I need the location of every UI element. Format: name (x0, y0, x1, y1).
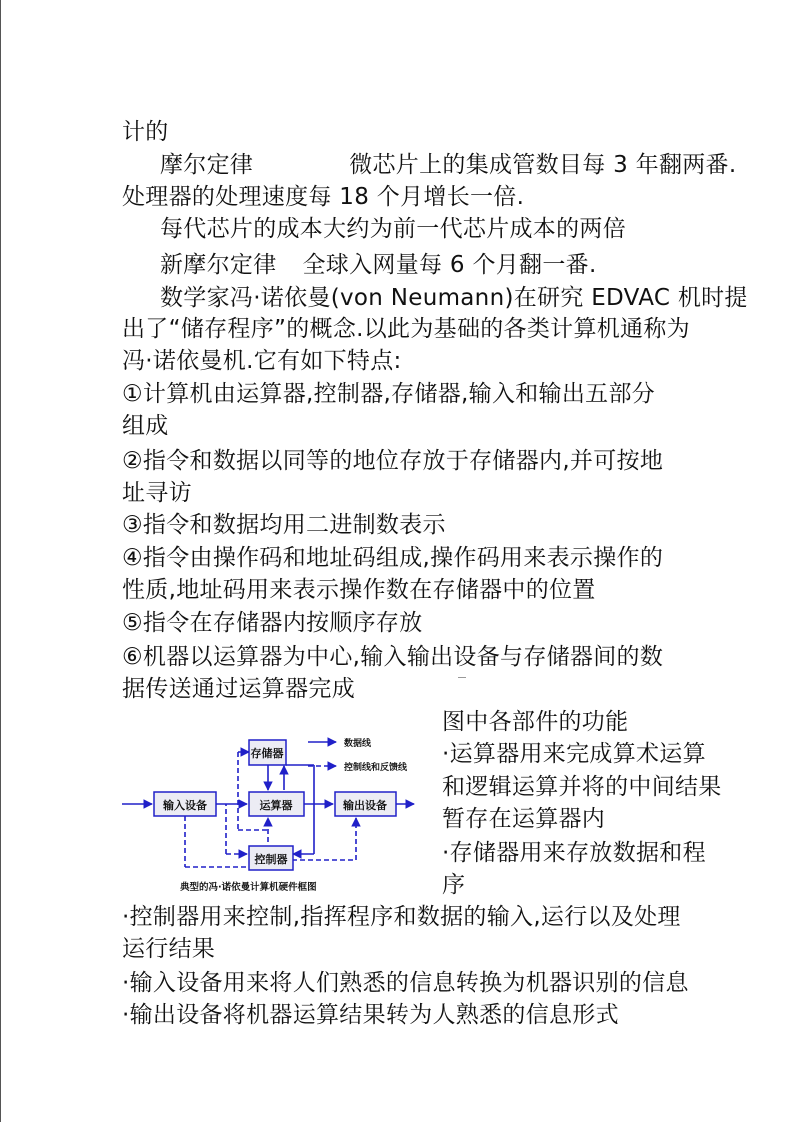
new-moore-law-desc: 全球入网量每 6 个月翻一番. (302, 252, 597, 278)
feature-2-line-1: ②指令和数据以同等的地位存放于存储器内,并可按地 (122, 448, 664, 474)
output-device-label: 输出设备 (343, 799, 387, 812)
von-neumann-diagram (118, 730, 438, 900)
moore-law-desc: 微芯片上的集成管数目每 3 年翻两番. (349, 152, 737, 178)
feature-4-line-1: ④指令由操作码和地址码组成,操作码用来表示操作的 (122, 545, 664, 571)
side-line-4: 暂存在运算器内 (442, 806, 606, 832)
text-line-5: 出了“储存程序”的概念.以此为基础的各类计算机通称为 (122, 316, 690, 342)
side-line-1: 图中各部件的功能 (442, 709, 629, 735)
moore-law-term: 摩尔定律 (160, 152, 254, 178)
new-moore-law-line (160, 250, 597, 280)
legend-data-label: 数据线 (344, 739, 372, 749)
page-border (0, 0, 1, 1122)
side-line-3: 和逻辑运算并将的中间结果 (442, 774, 722, 800)
new-moore-law-term: 新摩尔定律 (160, 252, 277, 278)
text-line-4: 数学家冯·诺依曼(von Neumann)在研究 EDVAC 机时提 (160, 285, 748, 311)
feature-3-line: ③指令和数据均用二进制数表示 (122, 512, 446, 538)
alu-label: 运算器 (259, 799, 293, 812)
text-line-3: 每代芯片的成本大约为前一代芯片成本的两倍 (160, 216, 626, 242)
feature-4-line-2: 性质,地址码用来表示操作数在存储器中的位置 (122, 577, 596, 603)
feature-5-line: ⑤指令在存储器内按顺序存放 (122, 610, 423, 636)
text-line-2: 处理器的处理速度每 18 个月增长一倍. (122, 184, 525, 210)
feature-6-line-2: 据传送通过运算器完成 (122, 676, 355, 702)
memory-label: 存储器 (250, 747, 284, 760)
input-device-label: 输入设备 (163, 799, 207, 812)
feature-1-line-1: ①计算机由运算器,控制器,存储器,输入和输出五部分 (122, 381, 656, 407)
diagram-caption: 典型的冯·诺依曼计算机硬件框图 (180, 882, 317, 893)
feature-6-line-1: ⑥机器以运算器为中心,输入输出设备与存储器间的数 (122, 644, 664, 670)
text-line-1: 计的 (122, 119, 169, 145)
bottom-line-3: ·输入设备用来将人们熟悉的信息转换为机器识别的信息 (122, 970, 689, 996)
stray-mark (458, 677, 466, 678)
bottom-line-1: ·控制器用来控制,指挥程序和数据的输入,运行以及处理 (122, 904, 681, 930)
moore-law-line (160, 150, 736, 180)
side-line-6: 序 (442, 872, 466, 898)
side-line-2: ·运算器用来完成算术运算 (442, 741, 706, 767)
bottom-line-2: 运行结果 (122, 936, 216, 962)
bottom-line-4: ·输出设备将机器运算结果转为人熟悉的信息形式 (122, 1002, 619, 1028)
feature-1-line-2: 组成 (122, 413, 169, 439)
controller-label: 控制器 (254, 853, 288, 866)
legend-control-label: 控制线和反馈线 (344, 763, 408, 773)
feature-2-line-2: 址寻访 (122, 480, 192, 506)
text-line-6: 冯·诺依曼机.它有如下特点: (122, 348, 402, 374)
side-line-5: ·存储器用来存放数据和程 (442, 840, 706, 866)
